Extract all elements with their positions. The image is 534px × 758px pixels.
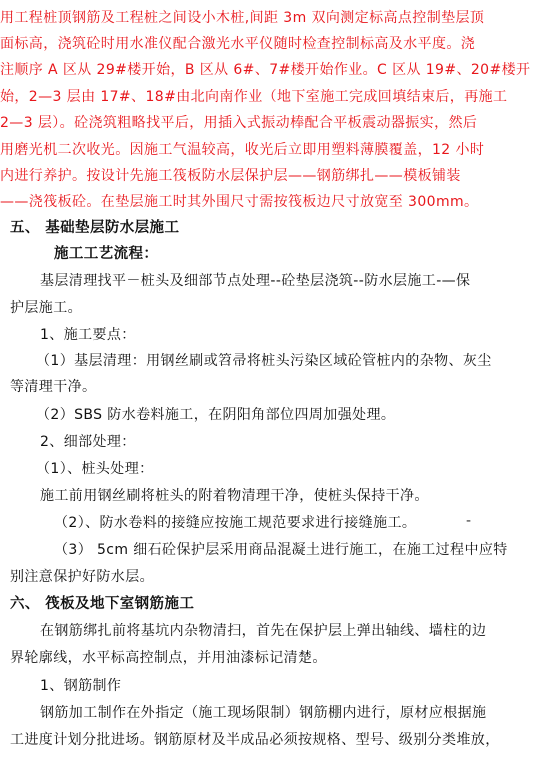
construction-points-label: 1、施工要点： (40, 327, 136, 343)
red-paragraph-line-2: 面标高，浇筑砼时用水准仪配合激光水平仪随时检查控制标高及水平度。浇 (0, 36, 476, 52)
process-flow-line-1: 基层清理找平－桩头及细部节点处理--砼垫层浇筑--防水层施工-—保 (40, 273, 471, 289)
rebar-fabrication-label: 1、钢筋制作 (40, 678, 122, 694)
pile-head-treatment-text: 施工前用钢丝刷将桩头的附着物清理干净，使桩头保持干净。 (40, 488, 429, 504)
section-6-heading: 六、 筏板及地下室钢筋施工 (10, 596, 195, 612)
rebar-fabrication-line-1: 钢筋加工制作在外指定（施工现场限制）钢筋棚内进行，原材应根据施 (40, 705, 487, 721)
protective-layer-line-2: 别注意保护好防水层。 (10, 569, 154, 585)
base-cleaning-line-2: 等清理干净。 (10, 379, 97, 395)
rebar-prep-line-1: 在钢筋绑扎前将基坑内杂物清扫，首先在保护层上弹出轴线、墙柱的边 (40, 623, 487, 639)
red-paragraph-line-1: 用工程桩顶钢筋及工程桩之间设小木桩,间距 3m 双向测定标高点控制垫层顶 (0, 10, 485, 26)
base-cleaning-line-1: （1）基层清理：用钢丝刷或笤帚将桩头污染区域砼管桩内的杂物、灰尘 (36, 353, 492, 369)
protective-layer-line-1: （3） 5cm 细石砼保护层采用商品混凝土进行施工，在施工过程中应特 (54, 542, 508, 558)
rebar-fabrication-line-2: 工进度计划分批进场。钢筋原材及半成品必须按规格、型号、级别分类堆放， (10, 732, 500, 748)
red-paragraph-line-5: 2—3 层）。砼浇筑粗略找平后，用插入式振动棒配合平板震动器振实，然后 (0, 115, 478, 131)
section-5-heading: 五、 基础垫层防水层施工 (10, 220, 180, 236)
process-flow-line-2: 护层施工。 (10, 300, 82, 316)
red-paragraph-line-4: 始，2—3 层由 17#、18#由北向南作业（地下室施工完成回填结束后，再施工 (0, 89, 508, 105)
detail-treatment-label: 2、细部处理： (40, 434, 136, 450)
red-paragraph-line-7: 内进行养护。按设计先施工筏板防水层保护层——钢筋绑扎——模板铺装 (0, 168, 461, 184)
sbs-membrane-item: （2）SBS 防水卷料施工，在阴阳角部位四周加强处理。 (36, 407, 396, 423)
rebar-prep-line-2: 界轮廓线，水平标高控制点，并用油漆标记清楚。 (10, 650, 327, 666)
stray-dash-mark: - (466, 513, 472, 529)
red-paragraph-line-3: 注顺序 A 区从 29#楼开始，B 区从 6#、7#楼开始作业。C 区从 19#、20#楼开 (0, 62, 531, 78)
red-paragraph-line-8: ——浇筏板砼。在垫层施工时其外围尺寸需按筏板边尺寸放宽至 300mm。 (0, 194, 479, 210)
red-paragraph-line-6: 用磨光机二次收光。因施工气温较高，收光后立即用塑料薄膜覆盖，12 小时 (0, 142, 485, 158)
membrane-seam-item: （2）、防水卷料的接缝应按施工规范要求进行接缝施工。 (54, 515, 417, 531)
process-flow-title: 施工工艺流程： (54, 246, 159, 262)
pile-head-treatment-label: （1）、桩头处理： (36, 461, 154, 477)
